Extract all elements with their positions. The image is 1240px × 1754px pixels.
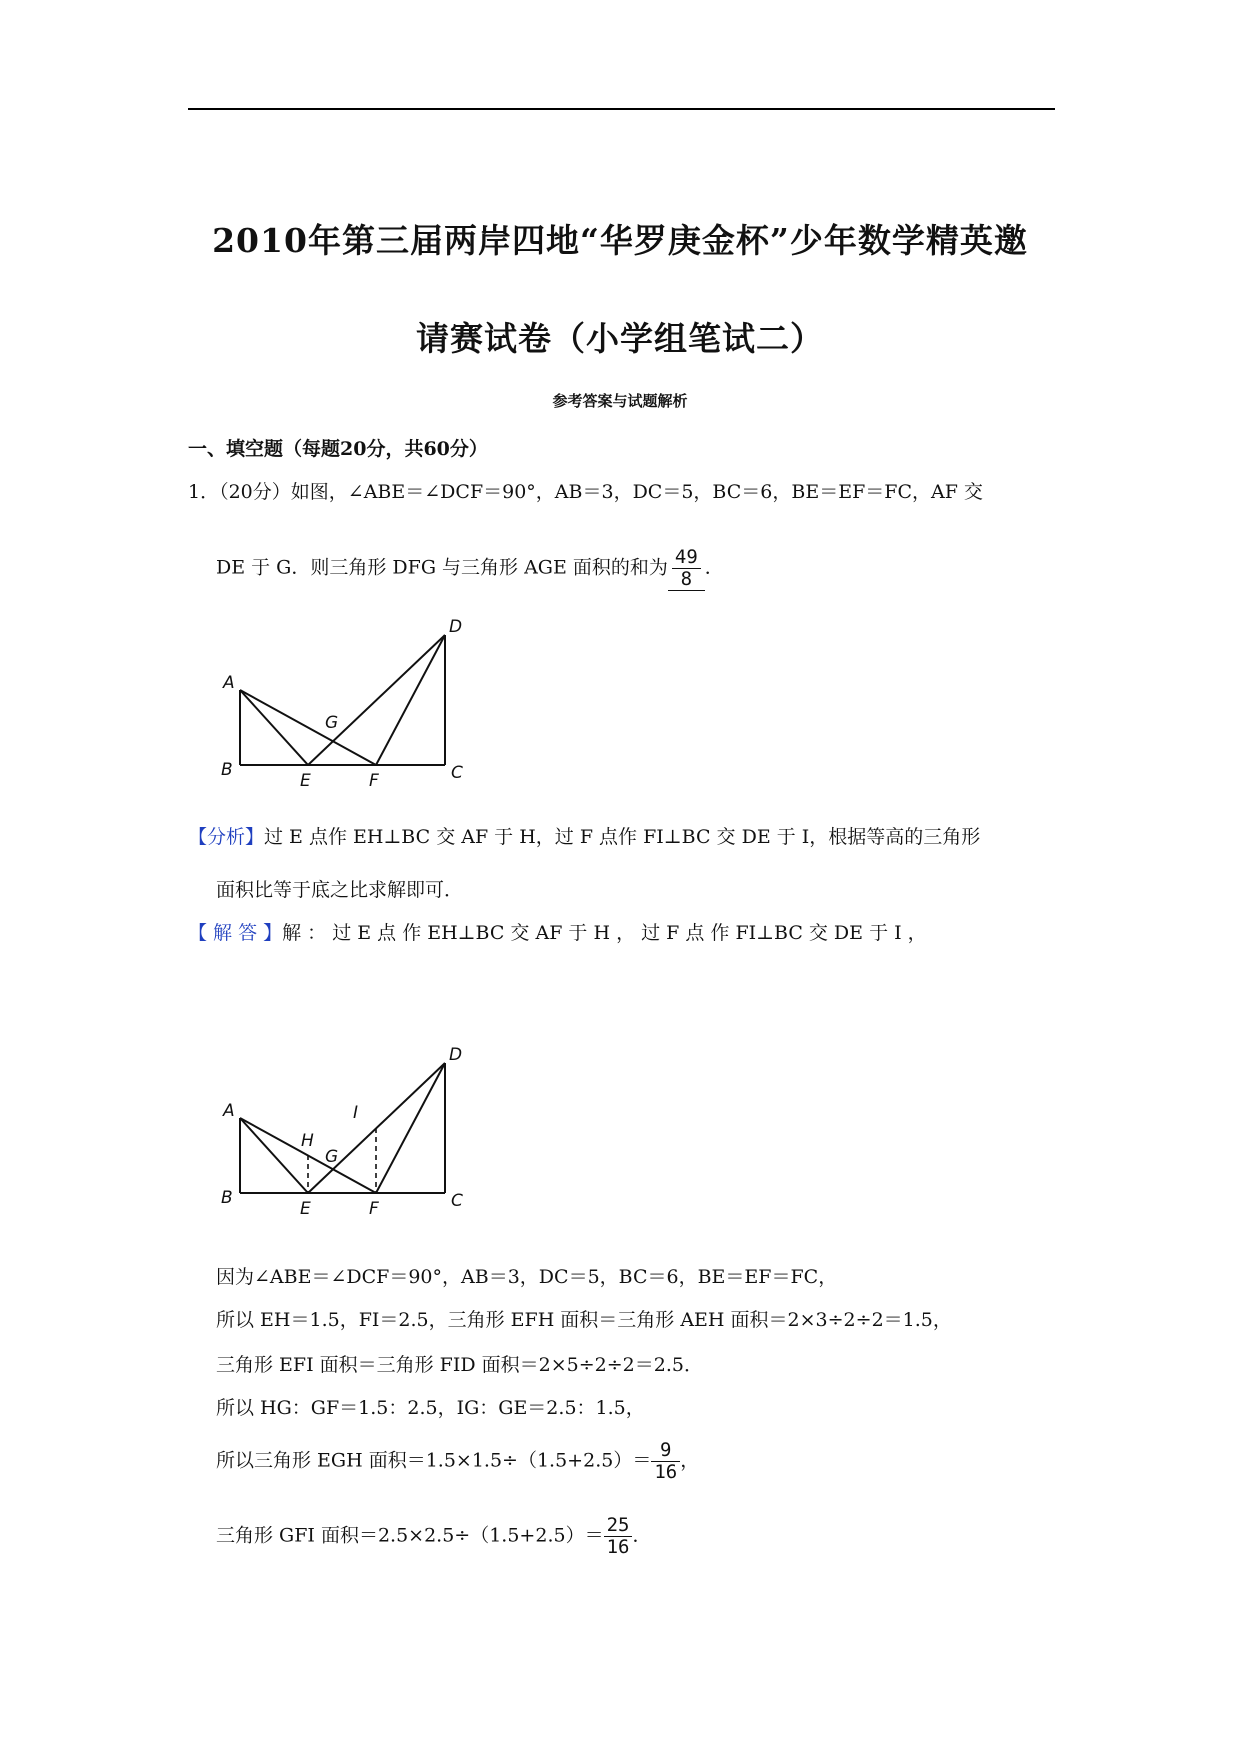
question-line2-end: ． <box>704 556 724 579</box>
question-number: 1． <box>188 481 220 503</box>
step-6-end: ． <box>632 1524 652 1547</box>
label-b: B <box>221 760 233 780</box>
step-6-text: 三角形 GFI 面积＝2.5×2.5÷（1.5+2.5）＝ <box>216 1524 604 1547</box>
segment-fd <box>376 635 445 765</box>
page-title-line2: 请赛试卷（小学组笔试二） <box>416 319 824 358</box>
answer-denominator: 8 <box>672 568 701 590</box>
analysis-tag: 【分析】 <box>188 826 265 848</box>
answer-blank <box>668 547 705 591</box>
segment-ed <box>308 635 445 765</box>
step-5-text: 所以三角形 EGH 面积＝1.5×1.5÷（1.5+2.5）＝ <box>216 1449 652 1472</box>
segment-ae-2 <box>240 1118 308 1193</box>
header-rule <box>188 108 1055 110</box>
label-c: C <box>451 763 463 783</box>
question-line1 <box>188 477 983 504</box>
label-d-2: D <box>449 1045 463 1065</box>
step-5-end: ， <box>680 1449 700 1472</box>
question-points: （20分）如图， <box>219 481 348 503</box>
label-h-2: H <box>301 1131 314 1151</box>
step-6-denominator: 16 <box>604 1536 633 1558</box>
analysis-line1 <box>188 822 980 849</box>
label-c-2: C <box>451 1191 463 1211</box>
segment-af <box>240 690 376 765</box>
segment-fd-2 <box>376 1063 445 1193</box>
answer-fraction <box>672 547 701 590</box>
answer-numerator: 49 <box>674 546 698 568</box>
step-6-numerator: 25 <box>606 1514 630 1536</box>
solution-line <box>188 918 927 945</box>
label-f-2: F <box>369 1199 379 1219</box>
segment-ae <box>240 690 308 765</box>
label-g-2: G <box>325 1147 339 1167</box>
label-a: A <box>223 673 235 693</box>
step-4: 所以 HG：GF＝1.5：2.5，IG：GE＝2.5：1.5， <box>216 1397 645 1419</box>
step-6-fraction <box>604 1515 633 1558</box>
label-d: D <box>449 617 463 637</box>
figure-1-diagram <box>215 610 475 790</box>
step-3: 三角形 EFI 面积＝三角形 FID 面积＝2×5÷2÷2＝2.5． <box>216 1354 703 1376</box>
label-e: E <box>300 771 311 790</box>
question-line2-text: DE 于 G．则三角形 DFG 与三角形 AGE 面积的和为 <box>216 556 668 579</box>
analysis-line2: 面积比等于底之比求解即可． <box>216 879 464 901</box>
step-5-fraction <box>651 1440 680 1483</box>
label-g: G <box>325 713 339 733</box>
label-b-2: B <box>221 1188 233 1208</box>
page-title-line1: 2010年第三届两岸四地“华罗庚金杯”少年数学精英邀 <box>212 221 1028 260</box>
step-5-numerator: 9 <box>660 1439 672 1461</box>
page-subtitle: 参考答案与试题解析 <box>552 392 688 410</box>
label-a-2: A <box>223 1101 235 1121</box>
figure-2-diagram <box>215 1038 475 1223</box>
solution-text: 解 ： 过 E 点 作 EH⊥BC 交 AF 于 H ， 过 F 点 作 FI⊥BC 交 DE 于 I ， <box>282 922 927 944</box>
label-e-2: E <box>300 1199 311 1219</box>
solution-tag: 【 解 答 】 <box>188 922 283 944</box>
question-line2 <box>216 547 724 591</box>
label-i-2: I <box>353 1103 359 1123</box>
step-2: 所以 EH＝1.5，FI＝2.5，三角形 EFH 面积＝三角形 AEH 面积＝2×3÷2÷2＝1.5， <box>216 1309 952 1331</box>
step-1: 因为∠ABE＝∠DCF＝90°，AB＝3，DC＝5，BC＝6，BE＝EF＝FC， <box>216 1266 838 1288</box>
question-condition: ∠ABE＝∠DCF＝90°，AB＝3，DC＝5，BC＝6，BE＝EF＝FC，AF 交 <box>347 481 983 503</box>
step-6 <box>216 1515 651 1558</box>
analysis-text-1: 过 E 点作 EH⊥BC 交 AF 于 H，过 F 点作 FI⊥BC 交 DE 于 I，根据等高的三角形 <box>264 826 981 848</box>
label-f: F <box>369 771 379 790</box>
section-heading: 一、填空题（每题20分，共60分） <box>188 438 488 460</box>
step-5-denominator: 16 <box>651 1461 680 1483</box>
step-5 <box>216 1440 699 1483</box>
